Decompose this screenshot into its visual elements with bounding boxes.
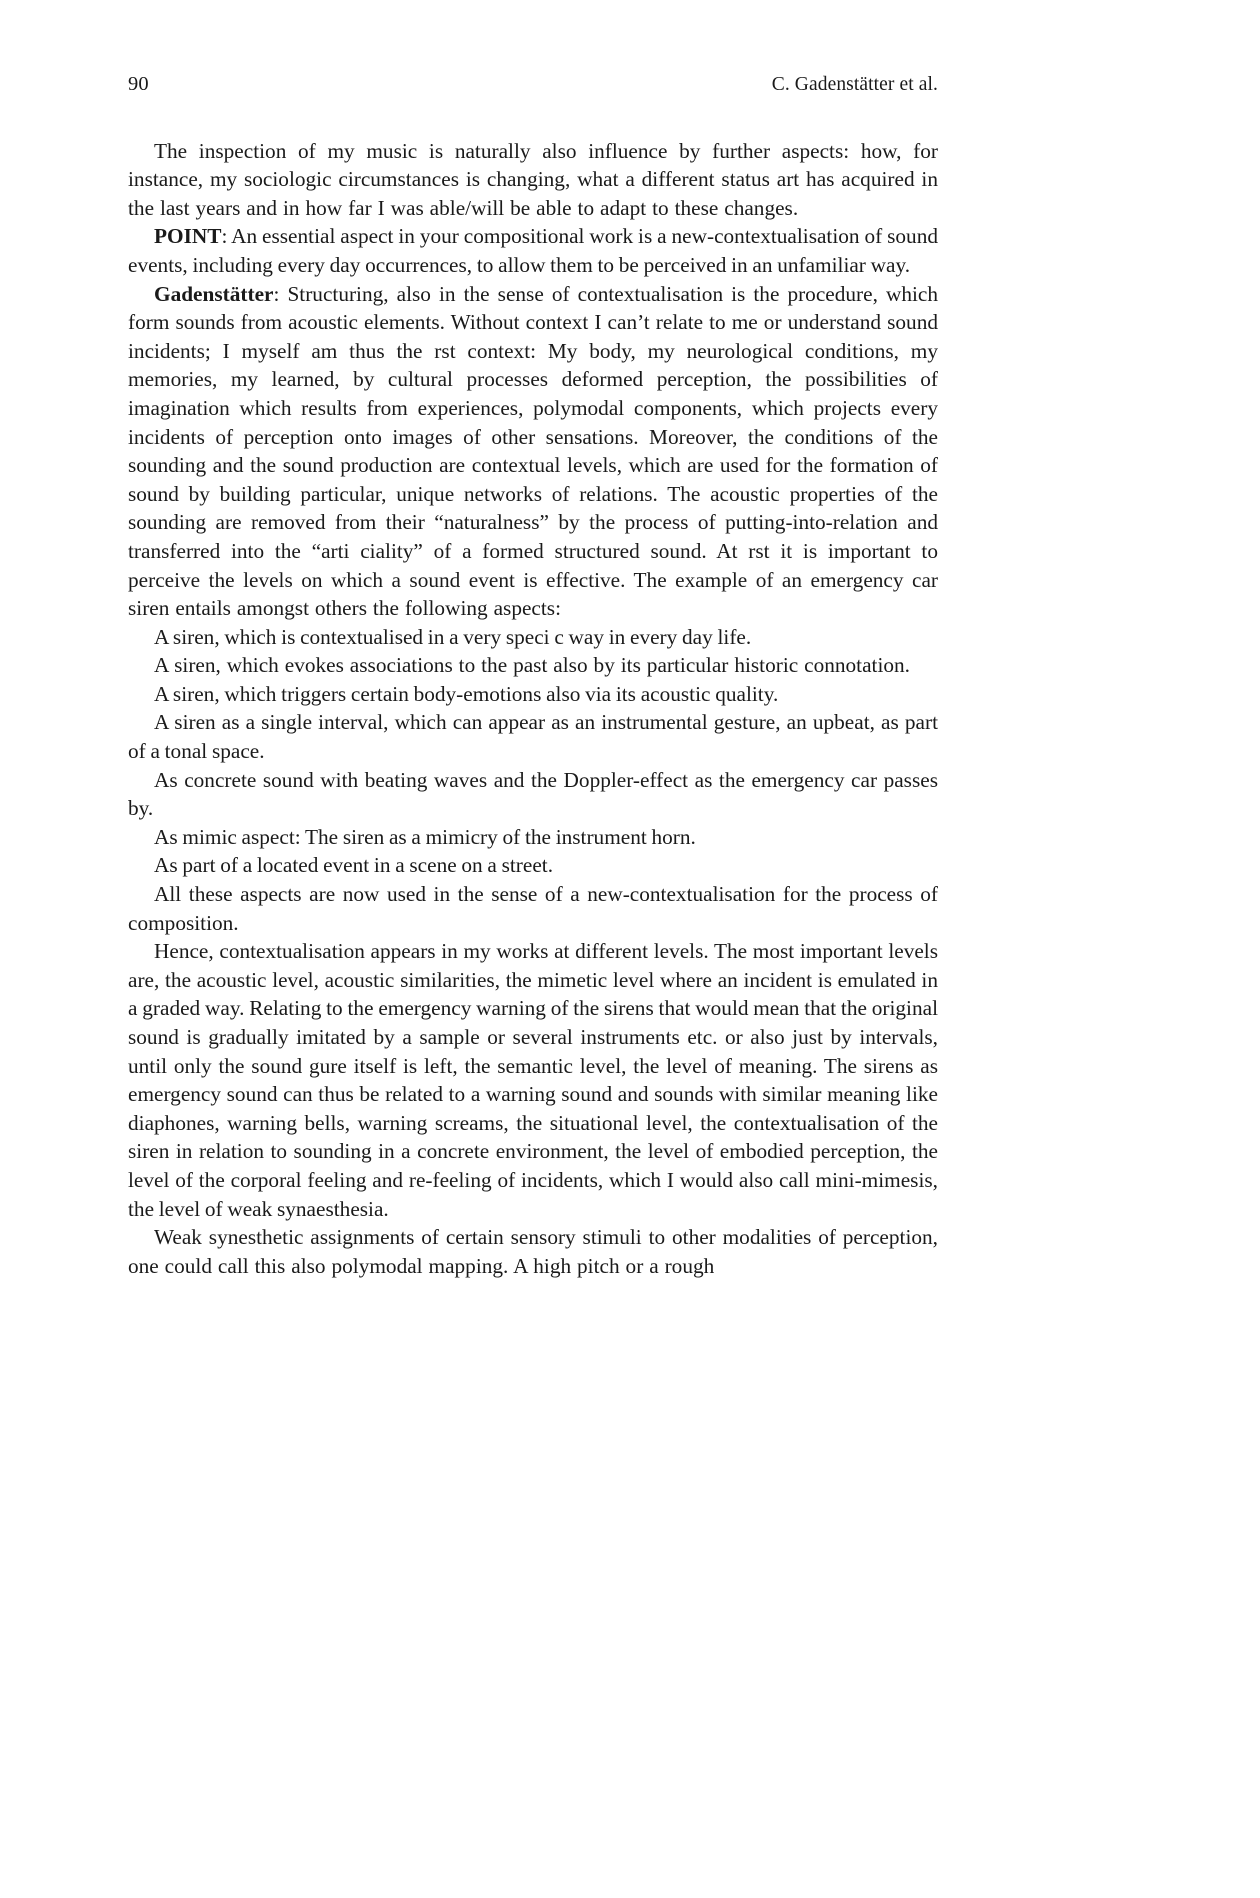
paragraph-gadenstatter [128, 280, 938, 623]
paragraph-aspects-used [128, 880, 938, 937]
paragraph-siren-6 [128, 823, 938, 852]
paragraph-siren-7 [128, 851, 938, 880]
paragraph-text: As part of a located event in a scene on a street. [154, 853, 554, 878]
speaker-label-point: POINT [154, 224, 222, 249]
paragraph-text: As mimic aspect: The siren as a mimicry of the instrument horn. [154, 824, 696, 849]
paragraph-text: A siren, which is contextualised in a very speci c way in every day life. [154, 624, 752, 649]
paragraph-text: A siren, which triggers certain body-emotions also via its acoustic quality. [154, 681, 779, 706]
paragraph-text: A siren as a single interval, which can appear as an instrumental gesture, an upbeat, as part of a tonal space. [128, 710, 938, 764]
paragraph-siren-3 [128, 680, 938, 709]
paragraph-siren-2 [128, 651, 938, 680]
paragraph-text: The inspection of my music is naturally also influence by further aspects: how, for instance, my sociologic circumstances is changing, what a different status art has acquired in the last years and in how far I was able/will be able to adapt to these changes. [128, 138, 938, 220]
paragraph-inspection [128, 137, 938, 223]
paragraph-siren-4 [128, 708, 938, 765]
paragraph-point [128, 222, 938, 279]
paragraph-text: Hence, contextualisation appears in my works at different levels. The most important levels are, the acoustic level, acoustic similarities, the mimetic level where an incident is emulated in a graded way. Relating to the emergency warning of the sirens that would mean that the original sound is gradually imitated by a sample or several instruments etc. or also just by intervals, until only the sound gure itself is left, the semantic level, the level of meaning. The sirens as emergency sound can thus be related to a warning sound and sounds with similar meaning like diaphones, warning bells, warning screams, the situational level, the contextualisation of the siren in relation to sounding in a concrete environment, the level of embodied perception, the level of the corporal feeling and re-feeling of incidents, which I would also call mini-mimesis, the level of weak synaesthesia. [128, 939, 938, 1221]
paragraph-text: : An essential aspect in your compositional work is a new-contextualisation of sound events, including every day occurrences, to allow them to be perceived in an unfamiliar way. [128, 224, 938, 277]
body-text-column [128, 137, 938, 1281]
paragraph-hence [128, 937, 938, 1223]
page-number: 90 [128, 73, 149, 95]
paragraph-siren-5 [128, 766, 938, 823]
speaker-label-gadenstatter: Gadenstätter [154, 281, 274, 306]
running-head-title: C. Gadenstätter et al. [771, 74, 938, 95]
page-content-frame [128, 72, 938, 1280]
paragraph-text: All these aspects are now used in the sense of a new-contextualisation for the process of composition. [128, 882, 938, 935]
running-head [128, 72, 938, 97]
paragraph-text: : Structuring, also in the sense of contextualisation is the procedure, which form sounds from acoustic elements. Without context I can’t relate to me or understand sound incidents; I myself am thus the rst context: My body, my neurological conditions, my memories, my learned, by cultural processes deformed perception, the possibilities of imagination which results from experiences, polymodal components, which projects every incidents of perception onto images of other sensations. Moreover, the conditions of the sounding and the sound production are contextual levels, which are used for the formation of sound by building particular, unique networks of relations. The acoustic properties of the sounding are removed from their “naturalness” by the process of putting-into-relation and transferred into the “arti ciality” of a formed structured sound. At rst it is important to perceive the levels on which a sound event is effective. The example of an emergency car siren entails amongst others the following aspects: [128, 281, 938, 621]
paragraph-siren-1 [128, 623, 938, 652]
paragraph-text: Weak synesthetic assignments of certain sensory stimuli to other modalities of perception, one could call this also polymodal mapping. A high pitch or a rough [128, 1225, 938, 1278]
paragraph-text: As concrete sound with beating waves and the Doppler-effect as the emergency car passes by. [128, 767, 938, 821]
paragraph-weak-synesthetic [128, 1223, 938, 1280]
paragraph-text: A siren, which evokes associations to the past also by its particular historic connotation. [154, 653, 910, 678]
